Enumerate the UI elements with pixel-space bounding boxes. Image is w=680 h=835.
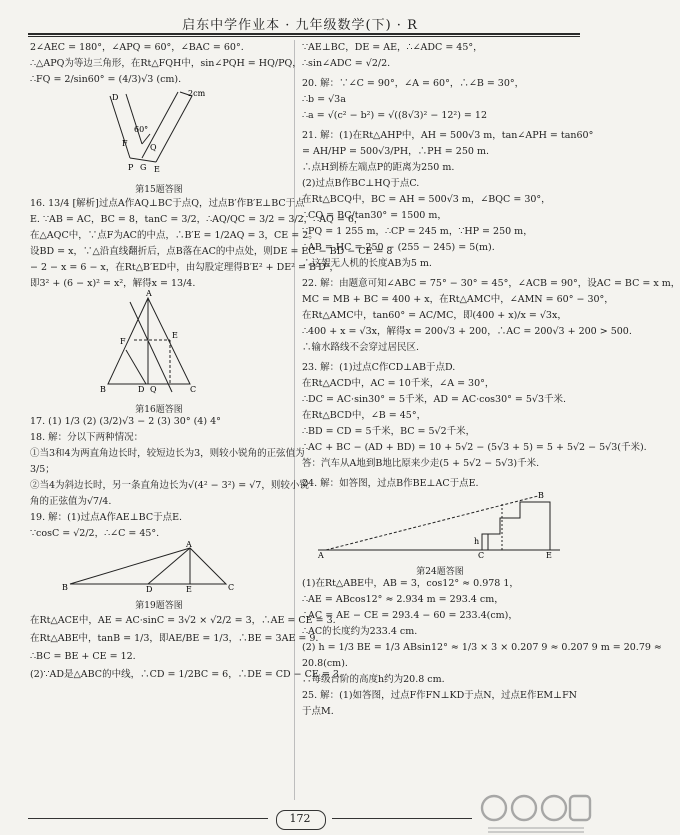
figure-19-diagram xyxy=(30,542,288,592)
text-line: ∴AC = AE − CE = 293.4 − 60 = 233.4(cm)， xyxy=(302,610,518,621)
figure-16-diagram xyxy=(30,289,288,396)
questions-17-18 xyxy=(30,414,309,510)
text-line: 即3² + (6 − x)² = x²，解得x = 13/4. xyxy=(30,278,196,289)
figure-16 xyxy=(30,289,288,415)
label-E: E xyxy=(546,551,552,560)
text-line: 在△AQC中，∵点F为AC的中点，∴B′E = 1/2AQ = 3，CE = 2。 xyxy=(30,230,318,241)
text-line: ∵AE⊥BC，DE = AE，∴∠ADC = 45°， xyxy=(302,42,483,53)
q14-continuation xyxy=(30,40,302,88)
text-line: ∴输水路线不会穿过居民区. xyxy=(302,342,420,353)
text-line: ②当4为斜边长时，另一条直角边长为√(4² − 3²) = √7，则较小锐 xyxy=(30,480,309,491)
text-line: ∴BC = BE + CE = 12. xyxy=(30,651,136,662)
label-D: D xyxy=(112,93,119,102)
figure-16-caption: 第16题答图 xyxy=(135,405,183,415)
text-line: 在Rt△AMC中，tan60° = AC/MC，即(400 + x)/x = √3x， xyxy=(302,310,567,321)
label-h: h xyxy=(474,537,480,546)
text-line: ∴AB = HC = 250 − (255 − 245) = 5(m). xyxy=(302,242,495,253)
label-B: B xyxy=(538,491,544,500)
text-line: 在Rt△BCQ中，BC = AH = 500√3 m，∠BQC = 30°， xyxy=(302,194,551,205)
label-C: C xyxy=(190,385,197,394)
text-line: 25. 解：(1)如答图，过点F作FN⊥KD于点N，过点E作EM⊥FN xyxy=(302,690,577,701)
label-Q: Q xyxy=(150,385,157,394)
question-19 xyxy=(30,510,288,542)
label-E: E xyxy=(172,331,178,340)
text-line: ∴△APQ为等边三角形，在Rt△FQH中，sin∠PQH = HQ/PQ， xyxy=(30,58,302,69)
figure-24-diagram xyxy=(302,492,578,558)
label-P: P xyxy=(128,163,134,172)
right-column xyxy=(302,40,680,720)
figure-15-diagram xyxy=(30,88,288,176)
text-line: 18. 解：分以下两种情况： xyxy=(30,432,144,443)
text-line: 21. 解：(1)在Rt△AHP中，AH = 500√3 m，tan∠APH = tan60° xyxy=(302,130,594,141)
text-line: ∴a = √(c² − b²) = √((8√3)² − 12²) = 12 xyxy=(302,110,488,121)
text-line: (2)∵AD是△ABC的中线，∴CD = 1/2BC = 6，∴DE = CD − CE = 3. xyxy=(30,669,342,680)
column-divider xyxy=(294,40,295,800)
question-22 xyxy=(302,276,680,356)
label-F: F xyxy=(122,139,128,148)
text-line: (2)过点B作BC⊥HQ于点C. xyxy=(302,178,420,189)
figure-15-caption: 第15题答图 xyxy=(135,185,183,195)
text-line: 答：汽车从A地到B地比原来少走(5 + 5√2 − 5√3)千米. xyxy=(302,458,540,469)
text-line: ∴BD = CD = 5千米，BC = 5√2千米， xyxy=(302,426,476,437)
text-line: ∴sin∠ADC = √2/2. xyxy=(302,58,391,69)
label-F: F xyxy=(120,337,126,346)
text-line: 2∠AEC = 180°，∠APQ = 60°，∠BAC = 60°. xyxy=(30,42,244,53)
text-line: E. ∵AB = AC，BC = 8，tanC = 3/2，∴AQ/QC = 3/2 = 3/2，∴AQ = 6， xyxy=(30,214,364,225)
figure-24-caption: 第24题答图 xyxy=(416,567,464,577)
question-24 xyxy=(302,476,578,492)
text-line: 在Rt△ACE中，AE = AC·sinC = 3√2 × √2/2 = 3，∴AE = CE = 3. xyxy=(30,615,336,626)
text-line: 19. 解：(1)过点A作AE⊥BC于点E. xyxy=(30,512,183,523)
page-header xyxy=(0,0,600,38)
text-line: ∵cosC = √2/2，∴∠C = 45°. xyxy=(30,528,160,539)
figure-15 xyxy=(30,88,288,195)
text-line: ∴这架无人机的长度AB为5 m. xyxy=(302,258,432,269)
running-head: 启东中学作业本 · 九年级数学(下) · R xyxy=(182,18,418,33)
header-rule xyxy=(28,33,580,35)
label-2cm: 2cm xyxy=(188,89,206,98)
label-C: C xyxy=(478,551,485,560)
label-B: B xyxy=(100,385,106,394)
label-D: D xyxy=(146,585,153,594)
text-line: ∴400 + x = √3x，解得x = 200√3 + 200，∴AC = 200√3 + 200 > 500. xyxy=(302,326,632,337)
text-line: ∴AC + BC − (AD + BD) = 10 + 5√2 − (5√3 + 5) = 5 + 5√2 − 5√3(千米). xyxy=(302,442,647,453)
text-line: 角的正弦值为√7/4. xyxy=(30,496,112,507)
text-line: ∴DC = AC·sin30° = 5千米，AD = AC·cos30° = 5√3千米. xyxy=(302,394,567,405)
text-line: 20. 解：∵∠C = 90°，∠A = 60°，∴∠B = 30°， xyxy=(302,78,525,89)
label-A: A xyxy=(146,289,152,298)
text-line: − 2 − x = 6 − x，在Rt△B′ED中，由勾股定理得B′E² + DE² = B′D²， xyxy=(30,262,340,273)
text-line: 于点M. xyxy=(302,706,334,717)
label-C: C xyxy=(228,583,235,592)
label-E: E xyxy=(154,165,160,174)
header-rule-thin xyxy=(28,36,580,37)
footer-rule-right xyxy=(332,818,472,819)
footer-rule-left xyxy=(28,818,268,819)
text-line: ∴FQ = 2/sin60° = (4/3)√3 (cm). xyxy=(30,74,182,85)
figure-19-caption: 第19题答图 xyxy=(135,601,183,611)
text-line: ∴每级台阶的高度h约为20.8 cm. xyxy=(302,674,445,685)
text-line: 24. 解：如答图，过点B作BE⊥AC于点E. xyxy=(302,478,479,489)
question-20 xyxy=(302,76,578,124)
text-line: 17. (1) 1/3 (2) (3/2)√3 − 2 (3) 30° (4) 4° xyxy=(30,416,221,427)
label-A: A xyxy=(186,540,192,549)
text-line: 3/5； xyxy=(30,464,55,475)
question-21 xyxy=(302,128,594,272)
question-19-continuation xyxy=(302,40,578,72)
text-line: 在Rt△BCD中，∠B = 45°， xyxy=(302,410,427,421)
text-line: (1)在Rt△ABE中，AB = 3，cos12° ≈ 0.978 1， xyxy=(302,578,519,589)
text-line: ∴CQ = BC/tan30° = 1500 m， xyxy=(302,210,447,221)
label-B: B xyxy=(62,583,68,592)
label-A: A xyxy=(318,551,324,560)
text-line: 设BD = x，∵△沿直线翻折后，点B落在AC的中点处，则DE = EC − BD − CE = 8 xyxy=(30,246,393,257)
question-23 xyxy=(302,360,647,472)
text-line: = AH/HP = 500√3/PH，∴PH = 250 m. xyxy=(302,146,489,157)
text-line: ①当3和4为两直角边长时，较短边长为3，则较小锐角的正弦值为 xyxy=(30,448,305,459)
text-line: 23. 解：(1)过点C作CD⊥AB于点D. xyxy=(302,362,456,373)
label-G: G xyxy=(140,163,147,172)
label-D: D xyxy=(138,385,145,394)
label-Q: Q xyxy=(150,143,157,152)
text-line: 在Rt△ACD中，AC = 10千米，∠A = 30°， xyxy=(302,378,495,389)
question-24-solution xyxy=(302,576,662,720)
text-line: 22. 解：由题意可知∠ABC = 75° − 30° = 45°，∠ACB = 90°，设AC = BC = x m， xyxy=(302,278,680,289)
watermark-logo xyxy=(476,790,596,834)
text-line: MC = MB + BC = 400 + x，在Rt△AMC中，∠AMN = 60° − 30°， xyxy=(302,294,614,305)
text-line: ∴点H到桥左端点P的距离为250 m. xyxy=(302,162,455,173)
text-line: 16. 13/4 [解析]过点A作AQ⊥BC于点Q，过点B′作B′E⊥BC于点 xyxy=(30,198,305,209)
text-line: 在Rt△ABE中，tanB = 1/3，即AE/BE = 1/3，∴BE = 3AE = 9. xyxy=(30,633,319,644)
page-number: 172 xyxy=(268,808,332,830)
text-line: ∴AC的长度约为233.4 cm. xyxy=(302,626,418,637)
text-line: ∵PQ = 1 255 m，∴CP = 245 m，∵HP = 250 m， xyxy=(302,226,533,237)
label-E: E xyxy=(186,585,192,594)
text-line: ∴b = √3a xyxy=(302,94,346,105)
figure-24 xyxy=(302,491,578,577)
text-line: 20.8(cm). xyxy=(302,658,348,669)
text-line: ∴AE = ABcos12° ≈ 2.934 m = 293.4 cm， xyxy=(302,594,504,605)
label-angle: 60° xyxy=(134,125,149,134)
figure-19 xyxy=(30,540,288,611)
text-line: (2) h = 1/3 BE = 1/3 ABsin12° ≈ 1/3 × 3 × 0.207 9 ≈ 0.207 9 m = 20.79 ≈ xyxy=(302,642,662,653)
